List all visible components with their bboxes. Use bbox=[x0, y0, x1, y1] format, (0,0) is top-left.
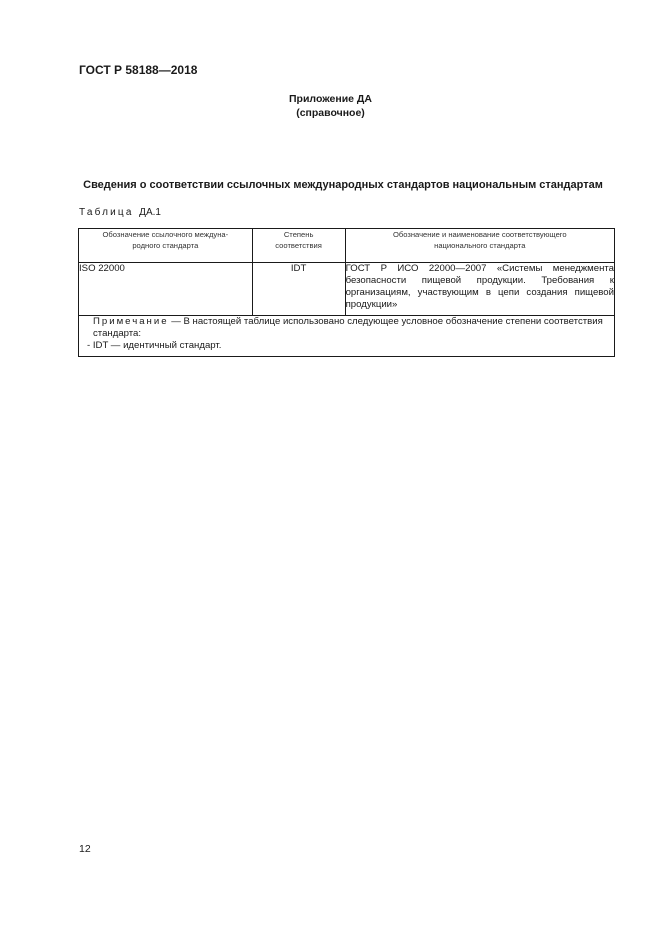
column-header-national-text: Обозначение и наименование соответствующего национального стандарта bbox=[392, 230, 567, 250]
table-caption-prefix: Таблица bbox=[79, 207, 134, 218]
document-id: ГОСТ Р 58188—2018 bbox=[79, 63, 198, 77]
section-title: Сведения о соответствии ссылочных международных стандартов национальным стандартам bbox=[83, 179, 603, 191]
appendix-title: Приложение ДА bbox=[289, 93, 372, 105]
table-row bbox=[79, 263, 615, 316]
correspondence-table bbox=[78, 228, 615, 357]
cell-national-standard: ГОСТ Р ИСО 22000—2007 «Системы менеджмента безопасности пищевой продукции. Требования к организациям, участвующим в цепи создания пищевой продукции» bbox=[345, 263, 614, 316]
cell-international-standard: ISO 22000 bbox=[79, 263, 253, 316]
appendix-subtitle: (справочное) bbox=[296, 107, 365, 119]
appendix-heading bbox=[0, 92, 661, 120]
note-line bbox=[79, 316, 614, 340]
page-number: 12 bbox=[79, 843, 91, 855]
cell-degree: IDT bbox=[252, 263, 345, 316]
note-label: Примечание bbox=[93, 316, 169, 327]
column-header-international-text: Обозначение ссылочного междуна-родного стандарта bbox=[102, 230, 229, 250]
column-header-international bbox=[79, 229, 253, 263]
table-header-row bbox=[79, 229, 615, 263]
table-note bbox=[79, 316, 615, 357]
note-item: - IDT — идентичный стандарт. bbox=[87, 340, 222, 351]
column-header-degree bbox=[252, 229, 345, 263]
table-note-row bbox=[79, 316, 615, 357]
table-caption bbox=[79, 207, 161, 218]
column-header-national bbox=[345, 229, 614, 263]
table-caption-number: ДА.1 bbox=[139, 207, 161, 218]
column-header-degree-text: Степень соответствия bbox=[275, 230, 322, 250]
note-text: — В настоящей таблице использовано следующее условное обозначение степени соответствия стандарта: bbox=[93, 316, 603, 339]
